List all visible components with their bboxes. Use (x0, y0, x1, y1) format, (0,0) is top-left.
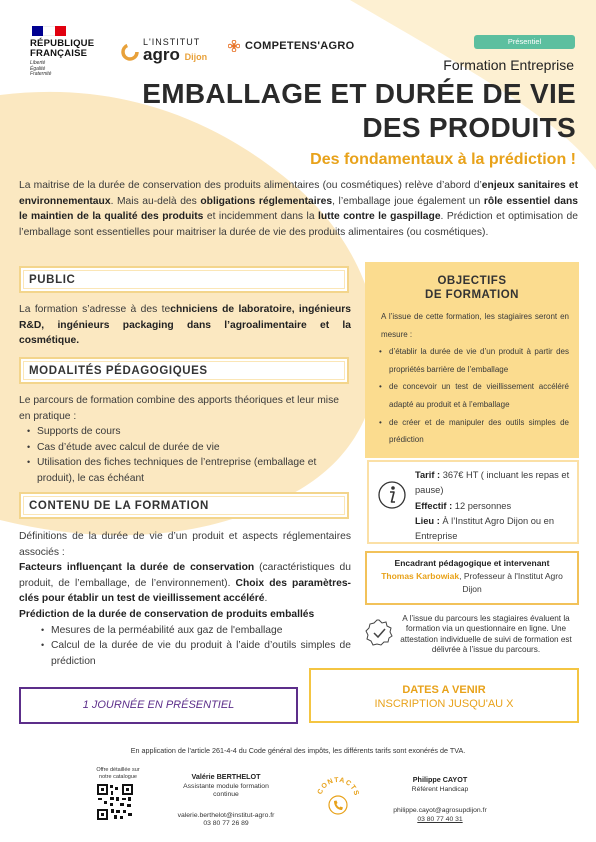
intro-paragraph (19, 178, 578, 240)
intro-emphasis: lutte contre le gaspillage (318, 211, 441, 223)
list-item: • Cas d’étude avec calcul de durée de vie (23, 440, 351, 456)
list-item: • d’établir la durée de vie d’un produit à partir des propriétés barrière de l’emballage (375, 343, 569, 378)
dates-text: DATES A VENIR (402, 684, 486, 696)
inscription-text: INSCRIPTION JUSQU'AU X (374, 698, 514, 710)
dates-box[interactable] (309, 668, 579, 723)
contenu-list (37, 623, 351, 670)
svg-text:CONTACTS (317, 777, 360, 797)
encadrant-heading: Encadrant pédagogique et intervenant (394, 558, 550, 568)
competens-flower-icon (228, 40, 240, 52)
modalites-section (19, 393, 351, 487)
practical-info-box (367, 460, 579, 544)
objectifs-heading-line2: DE FORMATION (425, 289, 519, 301)
lieu-value: À l’Institut Agro Dijon ou en Entreprise (415, 515, 555, 542)
info-icon (377, 480, 407, 510)
intro-text: . Prédiction et optimisation de l’emballage sont essentielles pour maitriser la durée de vie des produits alimentaires (ou cosmétiques). (19, 211, 579, 238)
certificate-seal-icon (365, 619, 393, 647)
contact1-email-link[interactable]: valerie.berthelot@institut-agro.fr (177, 811, 275, 819)
contact2-email-link[interactable]: philippe.cayot@agrosupdijon.fr (393, 807, 487, 815)
intro-text: et incidemment dans la (203, 211, 319, 223)
french-flag-icon (32, 26, 66, 36)
intro-text: La maitrise de la durée de conservation des produits alimentaires (ou cosmétiques) relève d’abord d’ (19, 180, 482, 191)
agro-swirl-icon (120, 42, 140, 62)
intro-emphasis: enjeux sanitaires et environnementaux (19, 180, 578, 207)
list-item: • Mesures de la perméabilité aux gaz de l'emballage (37, 623, 351, 639)
modalites-heading-text: MODALITÉS PÉDAGOGIQUES (29, 365, 208, 377)
list-item: • de créer et de manipuler des outils simples de prédiction (375, 414, 569, 449)
attestation-text: A l’issue du parcours les stagiaires évaluent la formation via un questionnaire en ligne. Une attestation individuelle de suivi de formation est délivrée à l’issue du parcours. (400, 614, 572, 655)
contenu-plain: (caractéristiques du produit, de l’emballage, de l’environnement). (19, 562, 351, 589)
legal-notice: En application de l'article 261-4-4 du Code général des impôts, les différents tarifs sont exonérés de TVA. (130, 746, 466, 755)
list-item: • Utilisation des fiches techniques de l’entreprise (emballage et produit), le cas échéant (23, 455, 351, 486)
contenu-bold: Choix des paramètres-clés pour établir un test de vieillissement accéléré (19, 577, 351, 605)
public-text-bold: chniciens de laboratoire, ingénieurs R&D, ingénieurs packaging dans l’agroalimentaire et la cosmétique. (19, 304, 351, 347)
contenu-p3 (19, 607, 351, 623)
contenu-section (19, 529, 351, 669)
effectif-label: Effectif : (415, 500, 453, 511)
contact2-role: Référent Handicap (411, 785, 469, 793)
intro-text: , l’emballage joue également un (332, 195, 484, 207)
contenu-bold: Facteurs influençant la durée de conservation (19, 562, 255, 574)
contact1-name: Valérie BERTHELOT (191, 772, 261, 781)
contact-philippe (375, 776, 505, 824)
lieu-label: Lieu : (415, 515, 440, 526)
phone-icon (334, 801, 343, 811)
competens-agro-logo (228, 40, 355, 52)
contenu-bold: Prédiction de la durée de conservation de produits emballés (19, 608, 315, 620)
contenu-heading (19, 492, 349, 519)
list-item: • Supports de cours (23, 424, 351, 440)
public-heading-text: PUBLIC (29, 274, 76, 286)
republique-francaise-logo (30, 26, 110, 78)
contact1-role: Assistante module formation continue (183, 782, 269, 799)
agro-city: Dijon (184, 52, 208, 62)
institut-agro-logo (120, 38, 207, 65)
modalites-text: Le parcours de formation combine des apports théoriques et leur mise en pratique : (19, 395, 339, 422)
rf-motto: Liberté Égalité Fraternité (30, 60, 52, 77)
encadrant-name: Thomas Karbowiak (381, 571, 460, 581)
contact2-name: Philippe CAYOT (412, 775, 468, 784)
rf-name-line1: RÉPUBLIQUE (30, 38, 95, 49)
title-line1: EMBALLAGE ET DURÉE DE VIE (142, 78, 576, 109)
objectifs-heading-line1: OBJECTIFS (437, 275, 507, 287)
tarif-label: Tarif : (415, 470, 441, 480)
contact-valerie (170, 773, 282, 829)
list-item: • de concevoir un test de vieillissement accéléré adapté au produit et à l’emballage (375, 378, 569, 413)
tarif-line (415, 468, 571, 499)
qr-caption: Offre détaillée sur notre catalogue (96, 767, 140, 780)
objectifs-panel (365, 262, 579, 458)
format-badge: Présentiel (474, 35, 575, 49)
modalites-list (23, 424, 351, 486)
qr-code-icon[interactable] (96, 783, 134, 821)
contacts-label: CONTACTS (316, 776, 360, 798)
intro-emphasis: rôle essentiel dans le maintien de la qualité des produits (19, 195, 579, 223)
modalites-heading (19, 357, 349, 384)
contenu-heading-text: CONTENU DE LA FORMATION (29, 500, 209, 512)
public-text-plain: La formation s’adresse à des te (19, 304, 171, 315)
effectif-line (415, 499, 571, 514)
contact1-phone[interactable]: 03 80 77 26 89 (203, 820, 249, 828)
contenu-plain: . (264, 593, 268, 605)
page-subtitle: Des fondamentaux à la prédiction ! (310, 151, 576, 168)
encadrant-role: , Professeur à l'Institut Agro Dijon (459, 571, 563, 594)
agro-line1: L'INSTITUT (143, 37, 201, 47)
agro-line2: agro (143, 45, 180, 64)
page-title (56, 77, 576, 145)
effectif-value: 12 personnes (452, 500, 512, 511)
formation-kicker: Formation Entreprise (443, 57, 574, 73)
duration-box: 1 JOURNÉE EN PRÉSENTIEL (19, 687, 298, 724)
public-heading (19, 266, 349, 293)
intro-text: . Mais au-delà des (110, 195, 201, 207)
list-item: • Calcul de la durée de vie du produit à l’aide d’outils simples de prédiction (37, 638, 351, 669)
lieu-line (415, 514, 571, 545)
objectifs-intro: A l’issue de cette formation, les stagiaires seront en mesure : (381, 312, 569, 339)
contacts-emblem (313, 775, 363, 825)
competens-text: COMPETENS'AGRO (245, 40, 355, 52)
contenu-p2 (19, 560, 351, 607)
encadrant-line (371, 570, 573, 596)
public-text (19, 302, 351, 349)
contenu-p1: Définitions de la durée de vie d’un produit et aspects réglementaires associés : (19, 531, 351, 558)
intro-emphasis: obligations réglementaires (200, 195, 333, 207)
tarif-value: 367€ HT ( incluant les repas et pause) (415, 470, 570, 496)
contact2-phone[interactable]: 03 80 77 40 31 (417, 815, 463, 823)
rf-name-line2: FRANÇAISE (30, 48, 88, 59)
encadrant-box (365, 551, 579, 605)
title-line2: DES PRODUITS (362, 112, 576, 143)
